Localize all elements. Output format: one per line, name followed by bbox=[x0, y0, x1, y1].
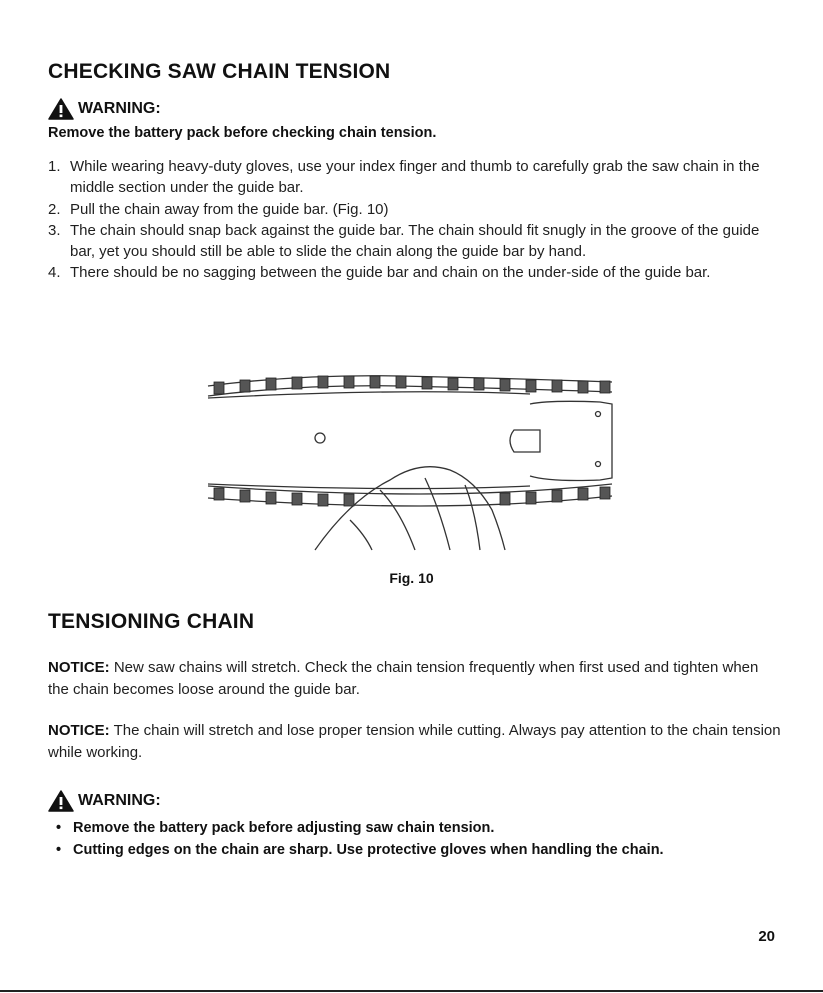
chainsaw-guide-bar-illustration bbox=[200, 360, 620, 560]
warning-triangle-icon bbox=[48, 98, 74, 120]
list-item: 4. There should be no sagging between the guide bar and chain on the under-side of the guide bar. bbox=[48, 264, 711, 282]
figure-caption: Fig. 10 bbox=[389, 570, 434, 586]
warning-label: WARNING: bbox=[78, 792, 161, 809]
notice-paragraph-2 bbox=[48, 720, 783, 764]
list-item: 2. Pull the chain away from the guide bar. (Fig. 10) bbox=[48, 200, 389, 218]
warning-triangle-icon bbox=[48, 790, 74, 812]
bullet-icon: • bbox=[56, 820, 62, 836]
notice-label: NOTICE: bbox=[48, 659, 110, 676]
warning-header bbox=[48, 98, 161, 120]
section-title-checking-tension: CHECKING SAW CHAIN TENSION bbox=[48, 60, 391, 83]
bottom-rule bbox=[0, 990, 823, 992]
warning-label: WARNING: bbox=[78, 100, 161, 117]
bullet-icon: • bbox=[56, 841, 62, 858]
warning-text: Remove the battery pack before checking chain tension. bbox=[48, 125, 437, 141]
chainsaw-figure bbox=[200, 360, 620, 560]
list-item: 1. While wearing heavy-duty gloves, use your index finger and thumb to carefully grab the saw chain in the middle section under the guide bar. bbox=[48, 158, 760, 197]
steps-list bbox=[48, 156, 778, 284]
section-title-tensioning-chain: TENSIONING CHAIN bbox=[48, 610, 255, 633]
list-item: • Remove the battery pack before adjusting saw chain tension. bbox=[56, 818, 786, 840]
warning-bullet-list bbox=[56, 818, 786, 861]
list-item: 3. The chain should snap back against the guide bar. The chain should fit snugly in the groove of the guide bar, yet you should still be able to slide the chain along the guide bar by hand. bbox=[48, 221, 760, 261]
warning-header bbox=[48, 790, 161, 812]
page-number: 20 bbox=[758, 928, 775, 945]
notice-label: NOTICE: bbox=[48, 722, 110, 739]
notice-text: The chain will stretch and lose proper tension while cutting. Always pay attention to the chain tension while working. bbox=[48, 722, 781, 761]
list-item: • Cutting edges on the chain are sharp. Use protective gloves when handling the chain. bbox=[56, 840, 786, 862]
notice-paragraph-1 bbox=[48, 657, 783, 701]
notice-text: New saw chains will stretch. Check the chain tension frequently when first used and tighten when the chain becomes loose around the guide bar. bbox=[48, 659, 759, 698]
